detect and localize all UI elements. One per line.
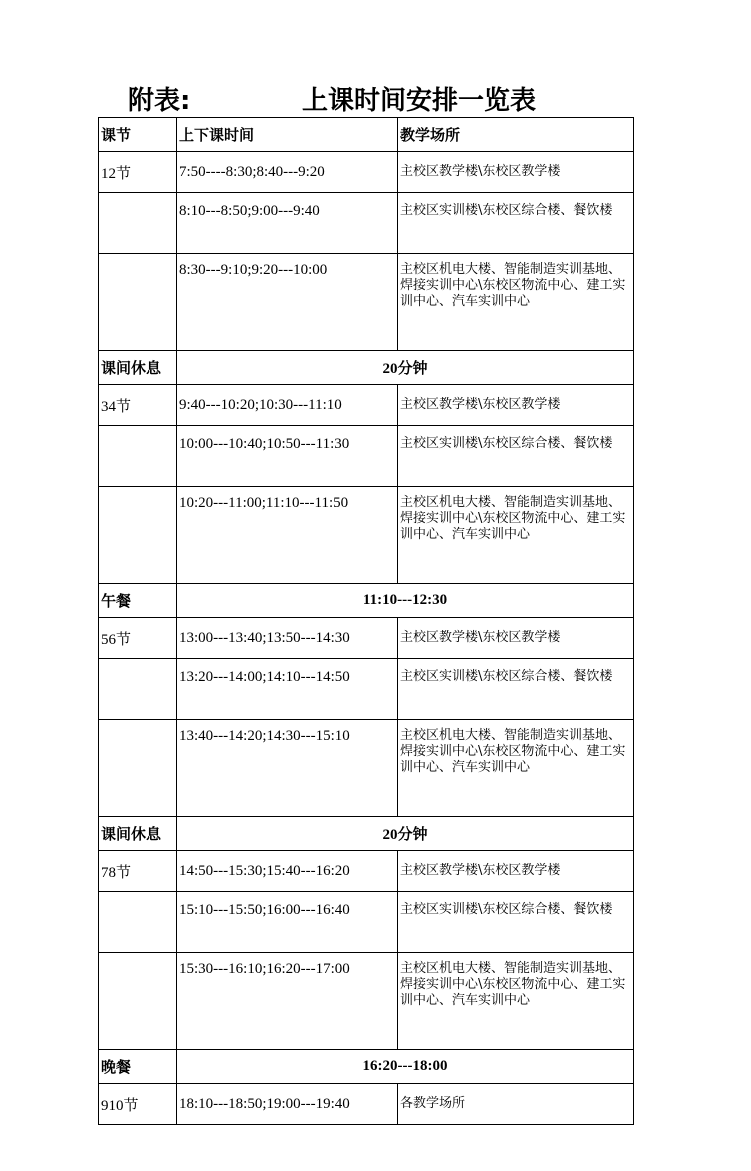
- time-cell: 10:20---11:00;11:10---11:50: [177, 487, 398, 584]
- table-row: [99, 851, 634, 892]
- break-value: 20分钟: [177, 817, 634, 851]
- table-row: [99, 193, 634, 254]
- header-time: 上下课时间: [177, 118, 398, 152]
- period-cell-empty: [99, 193, 177, 254]
- time-cell: 8:30---9:10;9:20---10:00: [177, 254, 398, 351]
- place-cell: 主校区机电大楼、智能制造实训基地、焊接实训中心\东校区物流中心、建工实训中心、汽车实训中心: [398, 953, 634, 1050]
- document-title: [0, 80, 751, 120]
- table-row: [99, 659, 634, 720]
- place-cell: 各教学场所: [398, 1084, 634, 1125]
- time-cell: 13:00---13:40;13:50---14:30: [177, 618, 398, 659]
- table-row: [99, 385, 634, 426]
- time-cell: 14:50---15:30;15:40---16:20: [177, 851, 398, 892]
- place-cell: 主校区教学楼\东校区教学楼: [398, 618, 634, 659]
- time-cell: 15:10---15:50;16:00---16:40: [177, 892, 398, 953]
- table-row: [99, 152, 634, 193]
- place-cell: 主校区机电大楼、智能制造实训基地、焊接实训中心\东校区物流中心、建工实训中心、汽车实训中心: [398, 254, 634, 351]
- place-cell: 主校区教学楼\东校区教学楼: [398, 152, 634, 193]
- break-row: [99, 1050, 634, 1084]
- period-cell-empty: [99, 892, 177, 953]
- table-row: [99, 618, 634, 659]
- header-place: 教学场所: [398, 118, 634, 152]
- period-cell-empty: [99, 254, 177, 351]
- period-cell-empty: [99, 953, 177, 1050]
- place-cell: 主校区教学楼\东校区教学楼: [398, 851, 634, 892]
- schedule-table: [98, 117, 634, 1125]
- period-cell-empty: [99, 487, 177, 584]
- time-cell: 9:40---10:20;10:30---11:10: [177, 385, 398, 426]
- break-row: [99, 351, 634, 385]
- break-label: 课间休息: [99, 351, 177, 385]
- break-row: [99, 584, 634, 618]
- place-cell: 主校区实训楼\东校区综合楼、餐饮楼: [398, 193, 634, 254]
- break-value: 20分钟: [177, 351, 634, 385]
- time-cell: 13:40---14:20;14:30---15:10: [177, 720, 398, 817]
- table-row: [99, 892, 634, 953]
- time-cell: 15:30---16:10;16:20---17:00: [177, 953, 398, 1050]
- place-cell: 主校区实训楼\东校区综合楼、餐饮楼: [398, 426, 634, 487]
- place-cell: 主校区机电大楼、智能制造实训基地、焊接实训中心\东校区物流中心、建工实训中心、汽车实训中心: [398, 487, 634, 584]
- break-label: 午餐: [99, 584, 177, 618]
- period-cell: 34节: [99, 385, 177, 426]
- place-cell: 主校区机电大楼、智能制造实训基地、焊接实训中心\东校区物流中心、建工实训中心、汽车实训中心: [398, 720, 634, 817]
- table-row: [99, 487, 634, 584]
- break-row: [99, 817, 634, 851]
- break-value: 11:10---12:30: [177, 584, 634, 618]
- period-cell-empty: [99, 720, 177, 817]
- table-row: [99, 1084, 634, 1125]
- place-cell: 主校区实训楼\东校区综合楼、餐饮楼: [398, 659, 634, 720]
- time-cell: 7:50----8:30;8:40---9:20: [177, 152, 398, 193]
- period-cell: 12节: [99, 152, 177, 193]
- time-cell: 18:10---18:50;19:00---19:40: [177, 1084, 398, 1125]
- time-cell: 8:10---8:50;9:00---9:40: [177, 193, 398, 254]
- period-cell-empty: [99, 659, 177, 720]
- period-cell: 910节: [99, 1084, 177, 1125]
- break-label: 课间休息: [99, 817, 177, 851]
- table-row: [99, 720, 634, 817]
- table-row: [99, 953, 634, 1050]
- title-main: 上课时间安排一览表: [302, 86, 537, 116]
- place-cell: 主校区教学楼\东校区教学楼: [398, 385, 634, 426]
- header-row: [99, 118, 634, 152]
- table-row: [99, 426, 634, 487]
- break-value: 16:20---18:00: [177, 1050, 634, 1084]
- time-cell: 10:00---10:40;10:50---11:30: [177, 426, 398, 487]
- period-cell-empty: [99, 426, 177, 487]
- time-cell: 13:20---14:00;14:10---14:50: [177, 659, 398, 720]
- place-cell: 主校区实训楼\东校区综合楼、餐饮楼: [398, 892, 634, 953]
- header-period: 课节: [99, 118, 177, 152]
- period-cell: 56节: [99, 618, 177, 659]
- table-row: [99, 254, 634, 351]
- period-cell: 78节: [99, 851, 177, 892]
- break-label: 晚餐: [99, 1050, 177, 1084]
- title-prefix: 附表:: [128, 86, 191, 116]
